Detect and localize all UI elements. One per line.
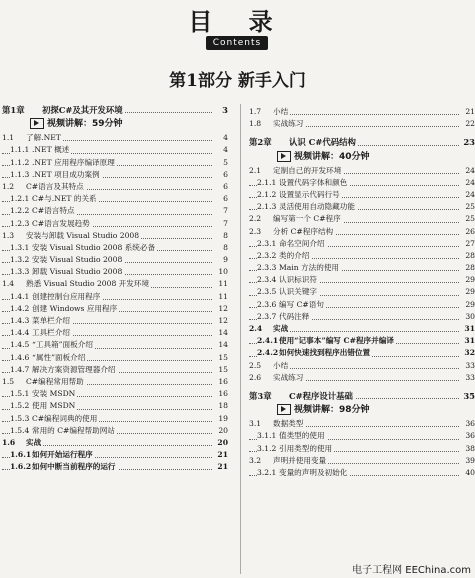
entry-page: 10	[216, 266, 228, 278]
toc-entry[interactable]	[249, 262, 475, 274]
entry-title: 实战练习	[273, 372, 304, 382]
entry-page: 7	[221, 205, 228, 217]
entry-title: 初探C#及其开发环境	[42, 105, 123, 115]
toc-entry[interactable]	[249, 335, 475, 347]
entry-title: 安装 Visual Studio 2008	[32, 255, 123, 265]
entry-page: 6	[221, 193, 228, 205]
entry-title-wrap	[10, 389, 77, 398]
entry-title: 安装与卸载 Visual Studio 2008	[26, 230, 140, 240]
entry-title: 编写 C#语句	[279, 299, 324, 309]
toc-entry[interactable]	[2, 169, 228, 181]
entry-page: 32	[462, 347, 475, 359]
entry-number: 2.4.1	[257, 336, 279, 346]
entry-page: 8	[221, 230, 228, 242]
entry-page: 22	[463, 118, 475, 130]
entry-title: 设置代码字体和颜色	[279, 177, 348, 187]
entry-page: 14	[216, 327, 228, 339]
toc-entry[interactable]	[249, 189, 475, 201]
toc-entry[interactable]	[2, 449, 228, 461]
toc-entry[interactable]	[2, 437, 228, 449]
entry-page: 3	[222, 105, 228, 115]
toc-entry[interactable]	[2, 352, 228, 364]
entry-title-wrap	[10, 219, 92, 228]
entry-title-wrap	[257, 431, 327, 440]
entry-title: 变量的声明及初始化	[279, 467, 348, 477]
entry-title-wrap	[10, 145, 71, 154]
entry-number: 1.3	[2, 230, 15, 240]
entry-title: 安装 Visual Studio 2008 系统必备	[32, 242, 156, 252]
entry-title: 小结	[273, 360, 289, 370]
entry-title: 工具栏介绍	[32, 328, 70, 338]
entry-title-wrap	[249, 456, 328, 465]
toc-entry[interactable]	[249, 106, 475, 118]
toc-entry[interactable]	[249, 177, 475, 189]
toc-entry[interactable]	[2, 461, 228, 473]
entry-title: C#语言特点	[32, 206, 75, 216]
toc-entry[interactable]	[2, 132, 228, 144]
entry-title: 定制自己的开发环境	[273, 165, 342, 175]
entry-page: 24	[463, 177, 475, 189]
entry-number: 2.3.6	[257, 299, 277, 309]
toc-entry[interactable]	[249, 430, 475, 442]
entry-number: 2.1.1	[257, 177, 277, 187]
entry-number: 1.4.2	[10, 303, 30, 313]
entry-title-wrap	[10, 328, 72, 337]
entry-page: 14	[216, 339, 228, 351]
entry-number: 1.5.2	[10, 401, 30, 411]
entry-number: 2.1	[249, 165, 262, 175]
entry-title-wrap	[257, 275, 319, 284]
entry-page: 15	[216, 364, 228, 376]
toc-entry[interactable]	[2, 425, 228, 437]
toc-entry[interactable]	[2, 291, 228, 303]
toc-entry[interactable]	[249, 213, 475, 225]
toc-entry[interactable]	[2, 218, 228, 230]
entry-title: 如何开始运行程序	[32, 450, 93, 460]
entry-page: 33	[463, 360, 475, 372]
entry-number: 2.4	[249, 324, 263, 333]
entry-page: 39	[463, 455, 475, 467]
entry-title-wrap	[2, 377, 86, 386]
entry-title: 数据类型	[273, 419, 304, 429]
entry-page: 30	[463, 311, 475, 323]
entry-page: 40	[463, 467, 475, 479]
entry-title-wrap	[249, 391, 355, 401]
entry-page: 8	[221, 242, 228, 254]
entry-number: 第1章	[2, 105, 25, 115]
toc-entry[interactable]	[249, 165, 475, 177]
toc-entry[interactable]	[2, 278, 228, 290]
entry-title-wrap	[249, 119, 305, 128]
entry-number: 2.2	[249, 214, 262, 224]
entry-number: 1.2	[2, 181, 15, 191]
entry-title: 声明并使用变量	[273, 455, 327, 465]
entry-title: 命名空间介绍	[279, 238, 325, 248]
entry-title-wrap	[249, 166, 343, 175]
entry-title: 实战	[26, 437, 42, 447]
toc-entry[interactable]	[2, 157, 228, 169]
entry-title-wrap	[257, 312, 311, 321]
entry-number: 1.4	[2, 279, 15, 289]
entry-page: 4	[221, 144, 228, 156]
entry-number: 2.1.3	[257, 202, 277, 212]
entry-number: 1.3.3	[10, 267, 30, 277]
entry-page: 21	[215, 449, 228, 461]
video-icon	[30, 118, 44, 129]
entry-page: 15	[216, 352, 228, 364]
toc-entry[interactable]	[2, 339, 228, 351]
entry-title-wrap	[257, 348, 372, 357]
toc-entry[interactable]	[249, 250, 475, 262]
entry-title: 了解.NET	[26, 133, 61, 143]
entry-title: 创建控制台应用程序	[32, 291, 101, 301]
entry-number: 1.6.1	[10, 450, 32, 460]
entry-title-wrap	[10, 401, 77, 410]
entry-title: C#语言及其特点	[26, 181, 84, 191]
entry-page: 29	[463, 286, 475, 298]
toc-left-column	[2, 104, 228, 473]
entry-title-wrap	[10, 304, 119, 313]
contents-tag: Contents	[206, 36, 268, 50]
toc-entry[interactable]	[2, 254, 228, 266]
toc-chapter-entry[interactable]	[249, 136, 475, 148]
entry-title: 认识关键字	[279, 287, 317, 297]
entry-title: 熟悉 Visual Studio 2008 开发环境	[26, 279, 150, 289]
entry-title: 引用类型的使用	[279, 443, 333, 453]
entry-title: 分析 C#程序结构	[273, 226, 334, 236]
entry-page: 4	[221, 132, 228, 144]
video-lecture-line	[249, 402, 475, 418]
entry-number: 1.4.3	[10, 316, 30, 325]
entry-page: 7	[221, 218, 228, 230]
toc-entry[interactable]	[2, 376, 228, 388]
toc-entry[interactable]	[2, 242, 228, 254]
entry-title-wrap	[257, 190, 342, 199]
toc-entry[interactable]	[249, 311, 475, 323]
entry-title: “工具箱”面板介绍	[32, 340, 93, 350]
entry-number: 2.3.1	[257, 238, 277, 248]
toc-chapter-entry[interactable]	[249, 390, 475, 402]
entry-page: 6	[221, 181, 228, 193]
entry-page: 26	[463, 226, 475, 238]
toc-entry[interactable]	[2, 266, 228, 278]
entry-title: 创建 Windows 应用程序	[32, 303, 118, 313]
entry-page: 35	[463, 390, 475, 401]
entry-page: 20	[215, 437, 228, 449]
entry-number: 第3章	[249, 390, 272, 401]
entry-number: 1.1.1	[10, 145, 30, 155]
entry-page: 12	[216, 315, 228, 327]
entry-title: 使用“记事本”编写 C#程序并编译	[279, 336, 394, 346]
entry-page: 27	[463, 238, 475, 250]
entry-number: 2.3.3	[257, 263, 277, 273]
toc-entry[interactable]	[249, 286, 475, 298]
entry-number: 1.4.7	[10, 364, 30, 374]
entry-title: .NET 应用程序编译原理	[32, 157, 115, 167]
toc-entry[interactable]	[249, 418, 475, 430]
entry-number: 1.6	[2, 437, 16, 447]
entry-title-wrap	[2, 133, 63, 142]
entry-title: 实战	[273, 324, 289, 333]
entry-title: 解决方案资源管理器介绍	[32, 364, 116, 374]
entry-number: 1.7	[249, 107, 262, 116]
entry-title-wrap	[249, 107, 290, 116]
entry-page: 36	[463, 430, 475, 442]
entry-page: 9	[221, 254, 228, 266]
entry-page: 20	[216, 425, 228, 437]
entry-number: 3.1.1	[257, 431, 277, 441]
entry-title: 认识 C#代码结构	[289, 137, 356, 148]
entry-title-wrap	[257, 251, 311, 260]
toc-entry[interactable]	[2, 193, 228, 205]
entry-title: .NET 项目成功案例	[32, 169, 100, 179]
entry-title: 类的介绍	[279, 250, 310, 260]
video-label: 视频讲解：59分钟	[47, 119, 123, 130]
toc-entry[interactable]	[2, 315, 228, 327]
toc-entry[interactable]	[2, 400, 228, 412]
toc-chapter-entry[interactable]	[2, 104, 228, 116]
entry-number: 2.4.2	[257, 348, 279, 358]
entry-page: 11	[216, 291, 228, 303]
entry-title-wrap	[10, 462, 118, 471]
toc-entry[interactable]	[249, 372, 475, 384]
entry-number: 1.2.2	[10, 206, 30, 216]
entry-number: 3.1.2	[257, 443, 277, 453]
entry-number: 2.5	[249, 360, 262, 370]
entry-number: 1.1.2	[10, 157, 30, 167]
video-icon	[277, 151, 291, 162]
entry-title: C#语言发展趋势	[32, 218, 90, 228]
entry-number: 2.3.7	[257, 311, 277, 321]
entry-title: C#编程词典的使用	[32, 413, 98, 423]
entry-title: C#程序设计基础	[289, 390, 353, 401]
entry-title: 安装 MSDN	[32, 389, 76, 399]
entry-title-wrap	[10, 206, 77, 215]
toc-entry[interactable]	[2, 413, 228, 425]
video-label: 视频讲解：98分钟	[294, 405, 370, 416]
entry-number: 1.8	[249, 119, 262, 129]
watermark: 电子工程网 EEChina.com	[352, 565, 471, 576]
video-label: 视频讲解：40分钟	[294, 151, 370, 162]
toc-entry[interactable]	[249, 323, 475, 335]
entry-title: Main 方法的使用	[279, 263, 340, 273]
entry-title-wrap	[10, 450, 95, 459]
entry-title-wrap	[10, 414, 99, 423]
entry-number: 1.4.6	[10, 352, 30, 362]
video-lecture-line	[249, 149, 475, 165]
toc-entry[interactable]	[249, 299, 475, 311]
toc-entry[interactable]	[249, 274, 475, 286]
entry-title-wrap	[249, 214, 343, 223]
entry-title: C#编程常用帮助	[26, 376, 84, 386]
entry-title-wrap	[10, 340, 95, 349]
entry-page: 11	[216, 278, 228, 290]
toc-entry[interactable]	[2, 388, 228, 400]
entry-number: 第2章	[249, 137, 272, 148]
entry-page: 36	[463, 418, 475, 430]
entry-title: 如何中断当前程序的运行	[32, 462, 116, 472]
entry-number: 1.4.1	[10, 291, 30, 301]
entry-number: 1.1.3	[10, 169, 30, 179]
toc-entry[interactable]	[249, 118, 475, 130]
entry-number: 1.5.1	[10, 389, 30, 399]
toc-entry[interactable]	[2, 327, 228, 339]
entry-title-wrap	[10, 170, 102, 179]
entry-title-wrap	[257, 468, 349, 477]
entry-number: 3.1	[249, 419, 262, 429]
entry-title-wrap	[249, 361, 290, 370]
entry-number: 1.4.5	[10, 340, 30, 350]
entry-number: 3.2.1	[257, 467, 277, 477]
entry-title-wrap	[249, 324, 290, 333]
part-heading: 第1部分 新手入门	[169, 71, 306, 91]
entry-title-wrap	[10, 292, 102, 301]
entry-number: 2.3	[249, 226, 262, 236]
entry-title-wrap	[249, 373, 305, 382]
entry-page: 29	[463, 299, 475, 311]
entry-number: 1.3.2	[10, 255, 30, 265]
toc-entry[interactable]	[2, 205, 228, 217]
column-divider	[240, 104, 241, 574]
entry-page: 21	[215, 461, 228, 473]
page-title: 目 录	[188, 7, 287, 36]
entry-title-wrap	[2, 279, 151, 288]
toc-right-column	[249, 106, 475, 479]
entry-title-wrap	[10, 243, 157, 252]
entry-number: 1.5.4	[10, 425, 30, 435]
entry-number: 1.5	[2, 376, 15, 386]
entry-title: 如何快速找到程序出错位置	[279, 348, 371, 358]
toc-entry[interactable]	[249, 347, 475, 359]
toc-entry[interactable]	[249, 201, 475, 213]
entry-number: 2.6	[249, 372, 262, 382]
entry-page: 5	[221, 157, 228, 169]
entry-title-wrap	[249, 227, 335, 236]
entry-title-wrap	[249, 419, 305, 428]
entry-title-wrap	[257, 287, 319, 296]
entry-page: 31	[462, 335, 475, 347]
entry-number: 2.3.5	[257, 287, 277, 297]
entry-page: 16	[216, 376, 228, 388]
entry-number: 2.3.2	[257, 250, 277, 260]
entry-title: C#与.NET 的关系	[32, 194, 97, 204]
toc-entry[interactable]	[249, 226, 475, 238]
entry-title-wrap	[10, 365, 118, 374]
entry-number: 2.3.4	[257, 275, 277, 285]
entry-title-wrap	[257, 300, 326, 309]
entry-title: 实战练习	[273, 119, 304, 129]
entry-title: 编写第一个 C#程序	[273, 214, 341, 224]
entry-page: 25	[463, 213, 475, 225]
toc-entry[interactable]	[249, 238, 475, 250]
entry-title: “属性”面板介绍	[32, 352, 86, 362]
entry-title-wrap	[257, 444, 334, 453]
toc-entry[interactable]	[2, 364, 228, 376]
toc-entry[interactable]	[249, 360, 475, 372]
entry-title-wrap	[10, 316, 72, 325]
entry-page: 24	[463, 165, 475, 177]
entry-page: 25	[463, 201, 475, 213]
entry-number: 1.6.2	[10, 462, 32, 472]
entry-title: 常用的 C#编程帮助网站	[32, 425, 115, 435]
entry-title: .NET 概述	[32, 145, 70, 155]
entry-title-wrap	[257, 178, 349, 187]
entry-title-wrap	[257, 336, 396, 345]
entry-page: 12	[216, 303, 228, 315]
entry-number: 1.3.1	[10, 242, 30, 252]
entry-title-wrap	[257, 202, 357, 211]
entry-title: 小结	[273, 107, 289, 116]
video-lecture-line	[2, 116, 228, 132]
entry-page: 28	[463, 250, 475, 262]
toc-entry[interactable]	[2, 181, 228, 193]
entry-number: 1.2.3	[10, 218, 30, 228]
entry-title-wrap	[2, 105, 125, 115]
entry-page: 21	[463, 106, 475, 118]
entry-page: 18	[216, 400, 228, 412]
toc-entry[interactable]	[2, 230, 228, 242]
entry-title-wrap	[10, 426, 117, 435]
entry-title-wrap	[2, 231, 141, 240]
entry-number: 1.2.1	[10, 194, 30, 204]
entry-page: 33	[463, 372, 475, 384]
entry-title-wrap	[10, 255, 124, 264]
entry-number: 2.1.2	[257, 189, 277, 199]
entry-title: 卸载 Visual Studio 2008	[32, 267, 123, 277]
toc-entry[interactable]	[249, 443, 475, 455]
entry-number: 1.1	[2, 133, 15, 143]
entry-page: 28	[463, 262, 475, 274]
video-icon	[277, 404, 291, 415]
entry-title-wrap	[10, 353, 87, 362]
entry-title-wrap	[10, 158, 117, 167]
entry-title-wrap	[257, 263, 341, 272]
entry-page: 38	[463, 443, 475, 455]
entry-page: 29	[463, 274, 475, 286]
entry-title: 认识标识符	[279, 275, 317, 285]
entry-title-wrap	[249, 137, 358, 147]
entry-title: 使用 MSDN	[32, 401, 76, 411]
entry-title: 代码注释	[279, 311, 310, 321]
entry-title: 菜单栏介绍	[32, 316, 70, 325]
entry-title: 灵活使用自动隐藏功能	[279, 202, 355, 212]
toc-entry[interactable]	[249, 467, 475, 479]
entry-number: 3.2	[249, 455, 262, 465]
entry-page: 31	[462, 323, 475, 335]
entry-number: 1.5.3	[10, 413, 30, 423]
entry-page: 19	[216, 413, 228, 425]
toc-entry[interactable]	[2, 144, 228, 156]
entry-title-wrap	[10, 194, 99, 203]
entry-title-wrap	[2, 438, 43, 447]
entry-page: 23	[463, 137, 475, 148]
entry-title: 设置显示代码行号	[279, 189, 340, 199]
entry-page: 24	[463, 189, 475, 201]
entry-title-wrap	[10, 267, 124, 276]
entry-page: 16	[216, 388, 228, 400]
entry-title: 值类型的使用	[279, 431, 325, 441]
toc-entry[interactable]	[2, 303, 228, 315]
entry-title-wrap	[2, 182, 86, 191]
entry-number: 1.4.4	[10, 328, 30, 338]
toc-entry[interactable]	[249, 455, 475, 467]
entry-page: 6	[221, 169, 228, 181]
entry-title-wrap	[257, 239, 327, 248]
